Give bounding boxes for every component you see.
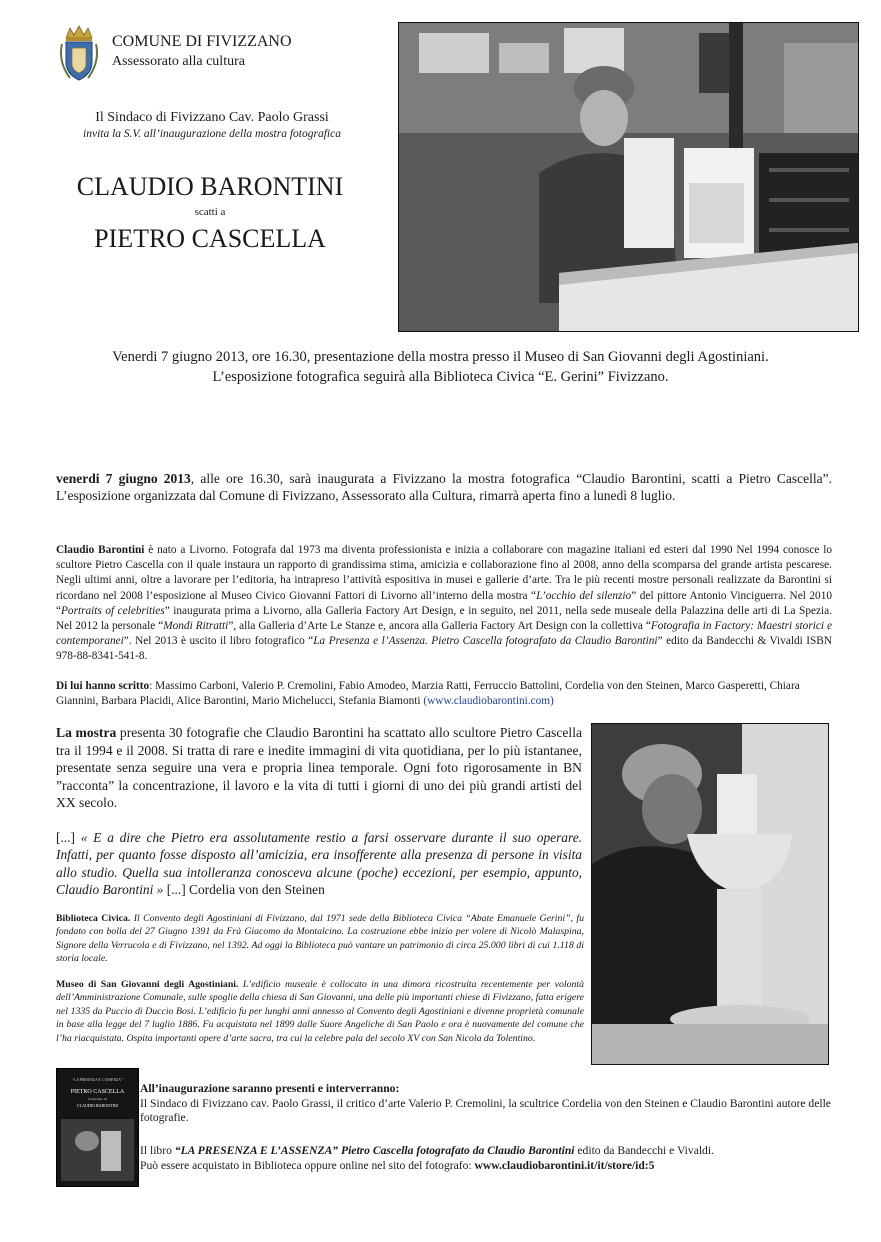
mostra-paragraph bbox=[56, 724, 582, 812]
coat-of-arms-icon bbox=[58, 24, 100, 84]
authors-label: Di lui hanno scritto bbox=[56, 680, 150, 692]
sculptor-working-photo bbox=[591, 723, 829, 1065]
mostra-text: presenta 30 fotografie che Claudio Barontini ha scattato allo scultore Pietro Cascella tra il 1994 e il 2008. Si tratta di rare e inedite immagini di vita quotidiana, per lo più istantanee, presentate senza seguire una vera e propria linea temporale. Ogni foto rigorosamente in BN ”racconta” la concentrazione, il lavoro e la vita di tutti i giorni di uno dei più grandi artisti del XX secolo. bbox=[56, 725, 583, 811]
book-line1-prefix: Il libro bbox=[140, 1144, 175, 1157]
artist-name: CLAUDIO BARONTINI bbox=[76, 172, 344, 201]
bio-title-4: Fotografia in Factory: Maestri storici e contemporanei bbox=[56, 620, 832, 648]
book-line1-suffix: edito da Bandecchi e Vivaldi. bbox=[574, 1144, 714, 1157]
bio-name: Claudio Barontini bbox=[56, 544, 145, 556]
mostra-label: La mostra bbox=[56, 725, 117, 740]
bio-title-1: L’occhio del silenzio bbox=[536, 589, 632, 602]
inauguration-heading: All’inaugurazione saranno presenti e interverranno: bbox=[140, 1082, 400, 1095]
bio-text-6: ” edito da Bandecchi & Vivaldi ISBN 978-88-8341-541-8. bbox=[56, 635, 832, 663]
biblioteca-text: Il Convento degli Agostiniani di Fivizzano, dal 1971 sede della Biblioteca Civica “Abate Emanuele Gerini”, fu fondato con bolla del 27 Giugno 1391 da Frà Giacomo da Montalcino. La costruzione ebbe inizio per volere di Nicolò Malaspina, Signore della Verrucola e di Fivizzano, nel 1392. Ad oggi la Biblioteca può vantare un patrimonio di circa 25.000 libri di cui 1.118 di storia locale. bbox=[56, 913, 584, 965]
museo-paragraph bbox=[56, 978, 584, 1045]
subject-name: PIETRO CASCELLA bbox=[94, 224, 326, 253]
authors-list: : Massimo Carboni, Valerio P. Cremolini, Fabio Amodeo, Marzia Ratti, Ferruccio Battolini, Cordelia von den Steinen, Marco Gasperetti, Chiara Giannini, Barbara Placidi, Alice Barontini, Mario Michelucci, Stefania Biamonti bbox=[56, 680, 800, 708]
bio-title-3: Mondi Ritratti bbox=[163, 620, 229, 633]
book-info-block bbox=[140, 1144, 840, 1173]
quote-open: [...] bbox=[56, 830, 81, 845]
org-name: COMUNE DI FIVIZZANO bbox=[112, 33, 292, 50]
bio-paragraph bbox=[56, 543, 832, 665]
book-title: “LA PRESENZA E L’ASSENZA” Pietro Cascella fotografato da Claudio Barontini bbox=[174, 1144, 575, 1157]
inauguration-block bbox=[140, 1082, 840, 1126]
bio-authors bbox=[56, 679, 832, 709]
invite-line: invita la S.V. all’inaugurazione della mostra fotografica bbox=[83, 128, 341, 140]
biblioteca-label: Biblioteca Civica. bbox=[56, 913, 131, 924]
biblioteca-paragraph bbox=[56, 912, 584, 966]
cover-title: PIETRO CASCELLA bbox=[70, 1089, 125, 1095]
cover-kicker: “LA PRESENZA E L’ASSENZA” bbox=[72, 1078, 123, 1082]
quote-paragraph bbox=[56, 829, 582, 899]
quote-close: [...] Cordelia von den Steinen bbox=[163, 882, 325, 898]
title-connector: scatti a bbox=[194, 206, 226, 218]
intro-text: , alle ore 16.30, sarà inaugurata a Fivizzano la mostra fotografica “Claudio Barontini, scatti a Pietro Cascella”. L’esposizione organizzata dal Comune di Fivizzano, Assessorato alla Cultura, rimarrà aperta fino a lunedì 8 luglio. bbox=[56, 471, 832, 503]
inauguration-text: Il Sindaco di Fivizzano cav. Paolo Grassi, il critico d’arte Valerio P. Cremolini, la scultrice Cordelia von den Steinen e Claudio Barontini autore delle fotografie. bbox=[140, 1096, 831, 1125]
bio-title-5: La Presenza e l’Assenza. Pietro Cascella fotografato da Claudio Barontini bbox=[313, 635, 658, 648]
bio-text-1: è nato a Livorno. Fotografa dal 1973 ma diventa professionista e inizia a collaborare con magazine italiani ed esteri dal 1990 Nel 1994 conosce lo scultore Pietro Cascella con il quale instaura un rapporto di grandissima stima, amicizia e collaborazione fino al 2008, anno della scomparsa del grande artista pescarese. Negli ultimi anni, oltre a lavorare per l’editoria, ha intrapreso l’attività espositiva in musei e gallerie d’arte. Tra le più recenti mostre personali realizzate da Barontini si ricordano nel 2008 l’esposizione al Museo Civico Giovanni Fattori di Livorno all’interno della mostra “ bbox=[56, 544, 832, 602]
intro-date: venerdi 7 giugno 2013 bbox=[56, 471, 191, 486]
cover-author: CLAUDIO BARONTINI bbox=[77, 1103, 118, 1108]
quote-text: « E a dire che Pietro era assolutamente restio a farsi osservare durante il suo operare. Infatti, per quanto fosse disposto all’amicizia, era insofferente alla presenza di persone in visita allo studio. Quella sua intolleranza conosceva alcune (poche) eccezioni, per esempio, appunto, Claudio Barontini » bbox=[56, 830, 582, 898]
museo-label: Museo di San Giovanni degli Agostiniani. bbox=[56, 979, 239, 990]
cover-sub: fotografato da bbox=[87, 1097, 108, 1101]
intro-paragraph bbox=[56, 470, 832, 504]
website-link[interactable]: (www.claudiobarontini.com) bbox=[423, 695, 554, 708]
museo-text: L’edificio museale è collocato in una dimora ricostruita recentemente per volontà dell’Amministrazione Comunale, sulle spoglie della chiesa di San Giovanni, una delle più importanti chiese di Fivizzano, fatta erigere nel 1335 da Puccio di Duccio Bosi. L’edificio fu per lunghi anni annesso al Convento degli Agostiniani e divenne proprietà comunale in base alla legge del 7 luglio 1886. Fu acquistata nel 1899 dalle Suore Angeliche di San Paolo e ora è nuovamente del comune che l’ha riacquistata. Ospita importanti opere d’arte sacra, tra cui la celebre pala del secolo XV con San Nicola da Tolentino. bbox=[56, 979, 584, 1044]
bio-text-5: ”. Nel 2013 è uscito il libro fotografico “ bbox=[123, 635, 314, 648]
bio-title-2: Portraits of celebrities bbox=[61, 604, 165, 617]
org-department: Assessorato alla cultura bbox=[112, 54, 245, 69]
event-line-2: L’esposizione fotografica seguirà alla Biblioteca Civica “E. Gerini” Fivizzano. bbox=[212, 369, 669, 385]
sculptor-studio-photo bbox=[398, 22, 859, 332]
bio-text-2: ” del pittore Antonio Vinciguerra. Nel 2010 “ bbox=[56, 589, 832, 617]
bio-text-4: ”, alla Galleria d’Arte Le Stanze e, ancora alla Galleria Factory Art Design con la collettiva “ bbox=[228, 620, 651, 633]
store-link[interactable]: www.claudiobarontini.it/it/store/id:5 bbox=[474, 1158, 655, 1172]
book-line2-prefix: Può essere acquistato in Biblioteca oppure online nel sito del fotografo: bbox=[140, 1158, 475, 1172]
book-cover bbox=[56, 1068, 139, 1187]
event-line-1: Venerdi 7 giugno 2013, ore 16.30, presentazione della mostra presso il Museo di San Giovanni degli Agostiniani. bbox=[112, 349, 769, 365]
mayor-line: Il Sindaco di Fivizzano Cav. Paolo Grassi bbox=[95, 110, 329, 125]
bio-text-3: ” inaugurata prima a Livorno, alla Galleria Factory Art Design, e in seguito, nel 2011, nella sede museale della Palazzina delle arti di La Spezia. Nel 2012 la personale “ bbox=[56, 604, 832, 633]
